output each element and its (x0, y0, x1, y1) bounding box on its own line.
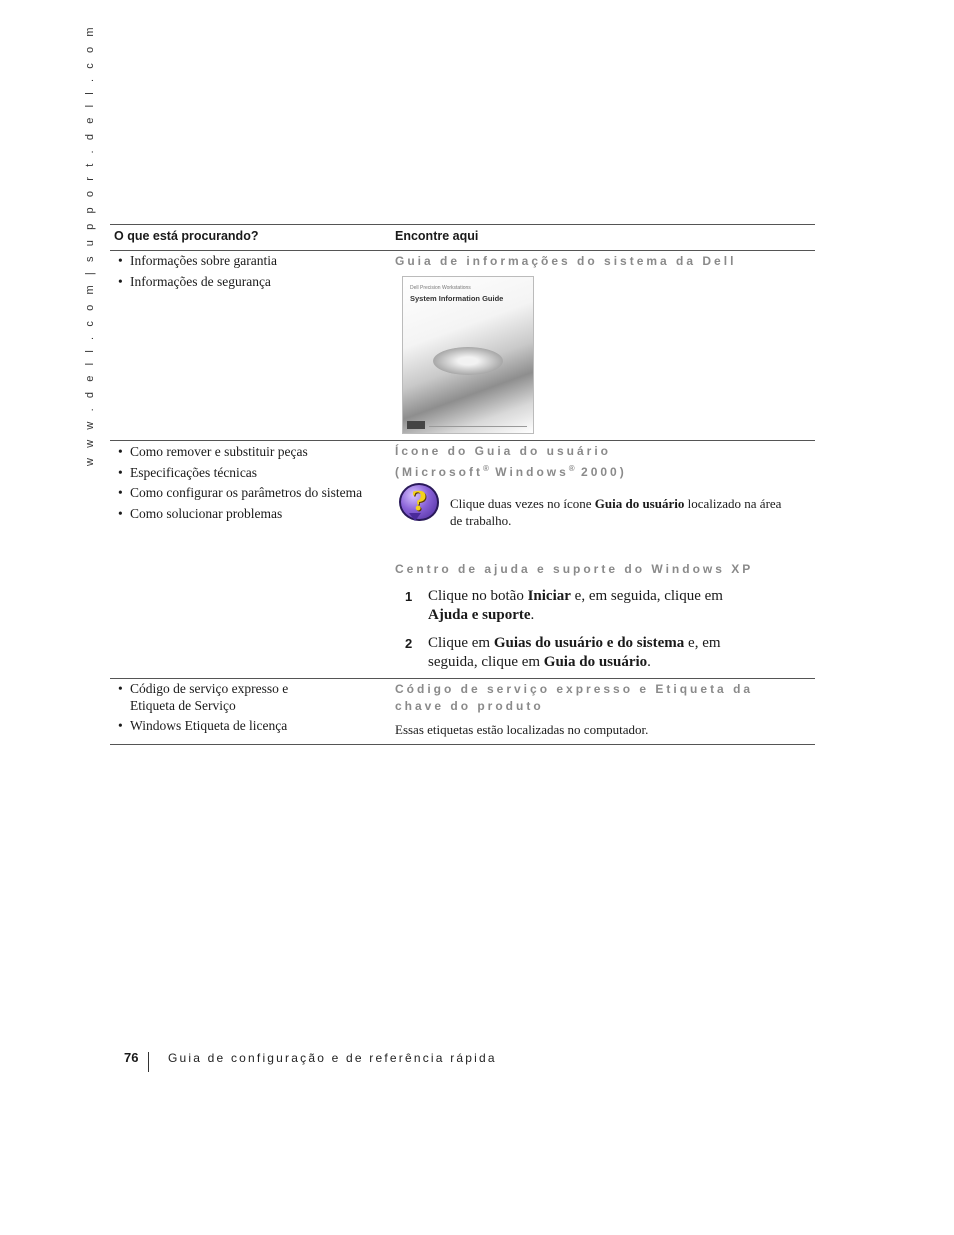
bullet-list (114, 253, 379, 290)
bullet-list (114, 681, 304, 735)
header-col2: Encontre aqui (395, 229, 479, 243)
section-heading: Ícone do Guia do usuário (Microsoft® Windows® 2000) (395, 444, 627, 479)
system-information-guide-image (402, 276, 534, 434)
section-heading: Código de serviço expresso e Etiqueta da chave do produto (395, 682, 754, 713)
section-heading: Guia de informações do sistema da Dell (395, 254, 737, 268)
list-item: • Como remover e substituir peças (114, 444, 379, 461)
book-cover-art (433, 347, 503, 375)
list-item: • Especificações técnicas (114, 465, 379, 482)
icon-description: Clique duas vezes no ícone Guia do usuário localizado na área de trabalho. (450, 496, 782, 528)
footer-title: Guia de configuração e de referência rápida (168, 1051, 497, 1065)
bullet-list (114, 444, 379, 522)
table-row (110, 251, 815, 441)
side-url: w w w . d e l l . c o m | s u p p o r t . d e l l . c o m (84, 23, 96, 466)
dell-logo-icon (407, 421, 425, 429)
footer-divider (148, 1052, 149, 1072)
book-title: System Information Guide (410, 294, 504, 303)
header-col1: O que está procurando? (114, 229, 259, 243)
list-item: • Como solucionar problemas (114, 506, 379, 523)
section-heading: Centro de ajuda e suporte do Windows XP (395, 562, 754, 576)
row-description: Essas etiquetas estão localizadas no computador. (395, 722, 649, 737)
book-footer-line (429, 426, 527, 427)
list-item: • Windows Etiqueta de licença (114, 718, 304, 735)
help-question-icon: ? (399, 483, 439, 521)
table-row (110, 679, 815, 745)
table-row: • Como remover e substituir peças • Especificações técnicas • Como configurar os parâmetros do sistema • Como solucionar problemas Ícone do Guia do usuário (Microsoft® Windows® 2000) ? Clique duas vezes no ícone Guia do usuário localizado na área de trabalho. Centro de ajuda e suporte do Windows XP 1 Clique no botão Iniciar e, em seguida, clique em Ajuda e suporte. 2 Clique em Guias do usuário e do sistema e, em seguida, clique em Guia do usuário. (110, 441, 815, 679)
info-table (110, 224, 815, 745)
book-small-text: Dell Precision Workstations (410, 285, 471, 291)
list-item: • Código de serviço expresso e Etiqueta de Serviço (114, 681, 304, 714)
list-item: • Informações sobre garantia (114, 253, 379, 270)
page-number: 76 (124, 1050, 139, 1065)
list-item: • Informações de segurança (114, 274, 379, 291)
table-header (110, 224, 815, 251)
list-item: • Como configurar os parâmetros do sistema (114, 485, 379, 502)
